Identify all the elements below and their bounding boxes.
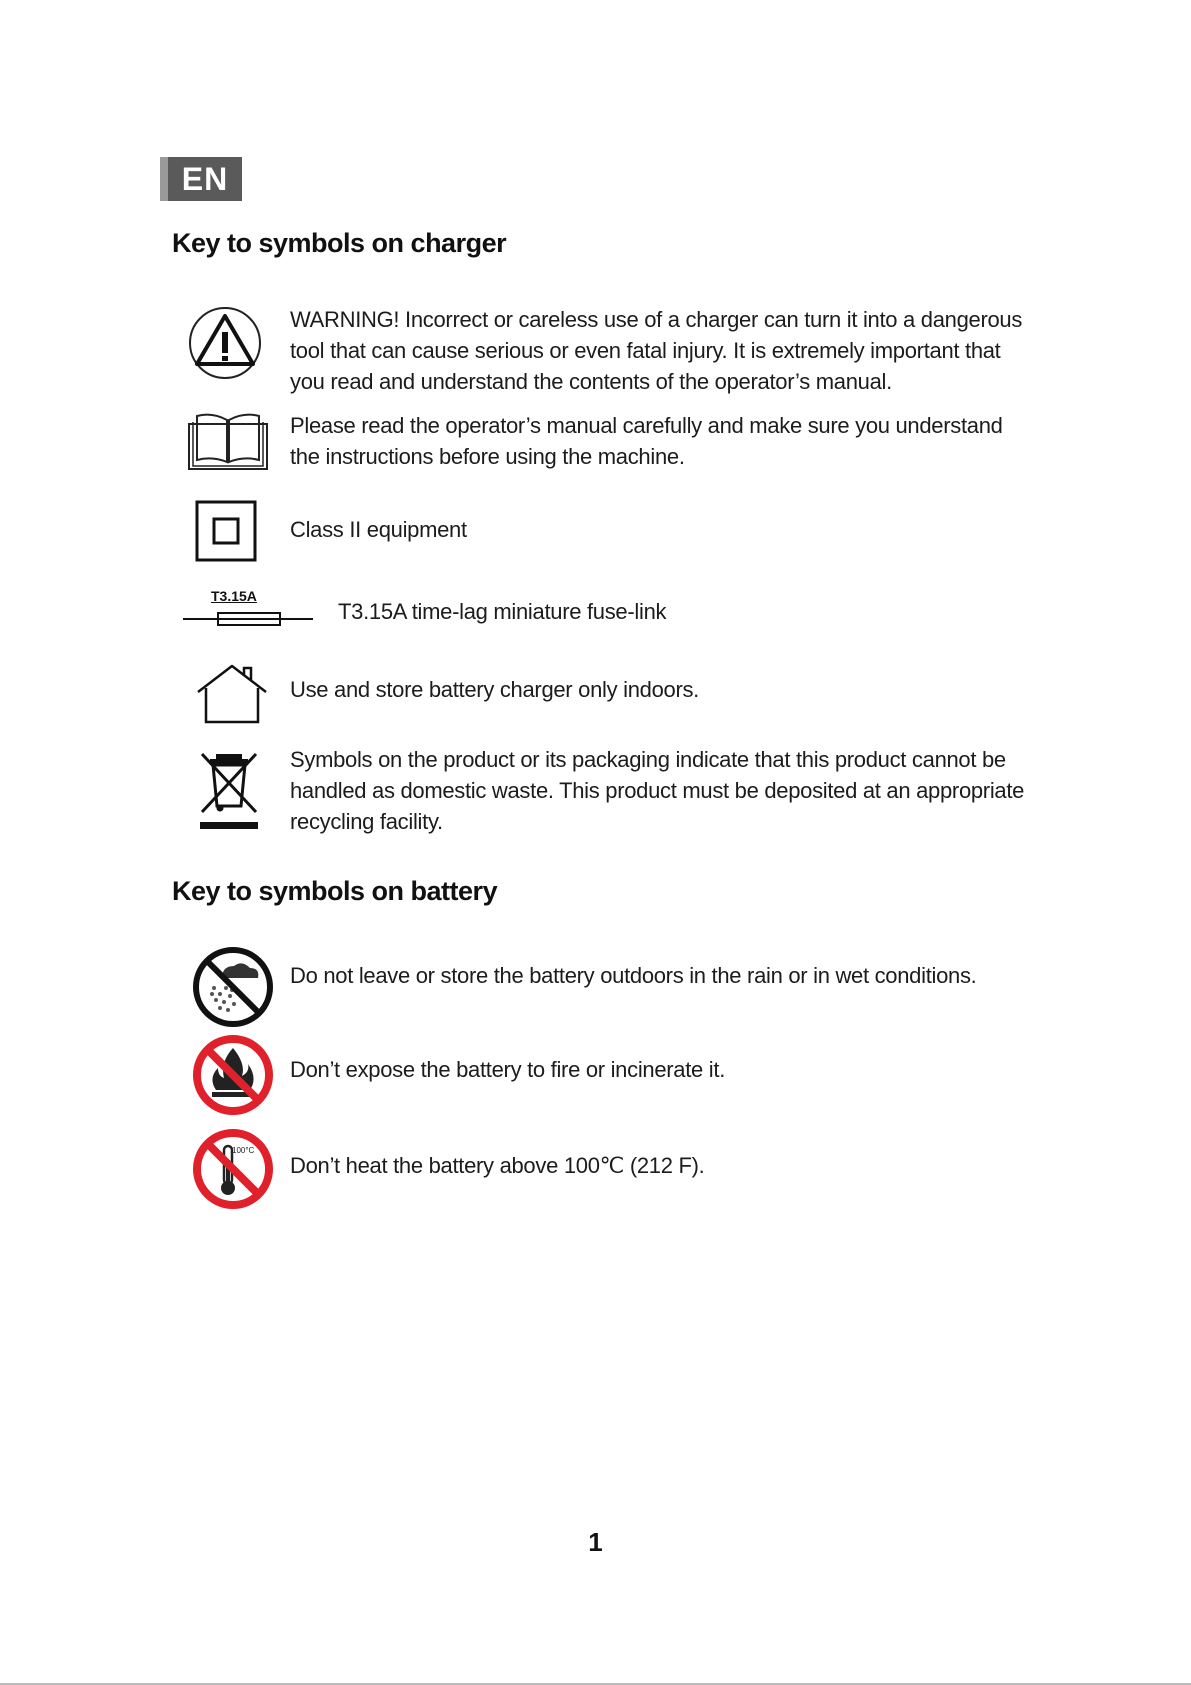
no-heat-text: Don’t heat the battery above 100℃ (212 F). — [290, 1153, 705, 1178]
no-rain-text: Do not leave or store the battery outdoors in the rain or in wet conditions. — [290, 963, 977, 988]
fuse-rating-label: T3.15A — [211, 588, 257, 604]
warning-text: WARNING! Incorrect or careless use of a charger can turn it into a dangerous tool that can cause serious or even fatal injury. It is extremely important that you read and understand the contents of the operator’s manual. — [290, 307, 1023, 394]
battery-section-title: Key to symbols on battery — [172, 876, 498, 906]
fuse-icon — [183, 588, 313, 630]
double-square-icon — [195, 500, 257, 562]
no-rain-icon — [192, 946, 274, 1028]
no-fire-icon — [192, 1034, 274, 1116]
open-book-icon — [187, 410, 269, 472]
manual-text: Please read the operator’s manual carefully and make sure you understand the instructions before using the machine. — [290, 413, 1003, 469]
charger-section-title: Key to symbols on charger — [172, 228, 507, 258]
fuse-text: T3.15A time-lag miniature fuse-link — [338, 599, 667, 624]
house-icon — [194, 662, 270, 724]
class-ii-text: Class II equipment — [290, 517, 467, 542]
recycling-text: Symbols on the product or its packaging indicate that this product cannot be handled as domestic waste. This product must be deposited at an appropriate recycling facility. — [290, 747, 1025, 834]
no-heat-temperature-label: 100°C — [232, 1146, 255, 1155]
indoor-text: Use and store battery charger only indoors. — [290, 677, 699, 702]
no-heat-icon — [192, 1128, 274, 1210]
warning-triangle-icon — [188, 306, 262, 380]
no-fire-text: Don’t expose the battery to fire or incinerate it. — [290, 1057, 726, 1082]
page-number: 1 — [588, 1527, 603, 1557]
crossed-bin-icon — [198, 750, 262, 830]
language-tab: EN — [160, 157, 242, 201]
